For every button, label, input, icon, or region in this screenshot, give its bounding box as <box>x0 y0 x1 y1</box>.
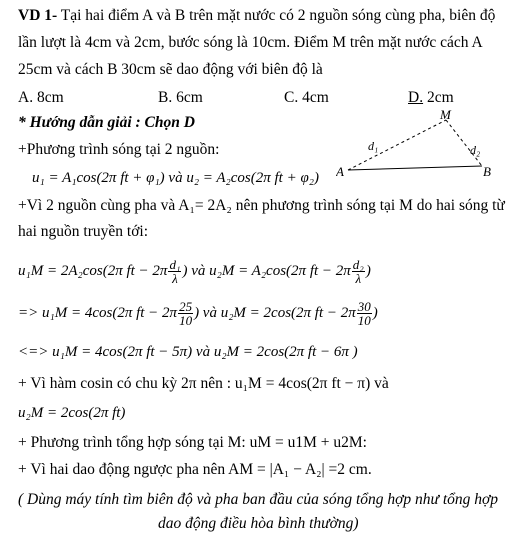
equation-u2m: u₂M = 2cos(2π ft) <box>18 405 126 421</box>
geometry-diagram <box>336 110 516 182</box>
equation-simplified: <=> u₁M = 4cos(2π ft − 5π) và u₂M = 2cos(2π ft − 6π ) <box>18 344 358 360</box>
solution-step-5: + Phương trình tổng hợp sóng tại M: uM = u1M + u2M: <box>18 434 367 451</box>
solution-header: * Hướng dẫn giải : Chọn D <box>18 114 195 131</box>
solution-step-1: +Phương trình sóng tại 2 nguồn: <box>18 141 220 158</box>
fraction-30-10: $\frac{30}{10}$ <box>357 299 371 328</box>
fraction-25-10: $\frac{25}{10}$ <box>179 299 193 328</box>
problem-line-2: lần lượt là 4cm và 2cm, bước sóng là 10cm. Điểm M trên mặt nước cách A <box>18 34 483 51</box>
option-d: D. 2cm <box>408 89 454 106</box>
solution-step-3: hai nguồn truyền tới: <box>18 223 149 240</box>
equation-waves-at-m: u₁M = 2A₂cos(2π ft − 2π $\frac{\text{d₁}}{\lambda}$ ) và u₂M = A₂cos(2π ft − 2π $\frac{\text{d₂}}{\lambda}$ ) <box>18 257 371 286</box>
problem-label: VD 1- <box>18 7 58 24</box>
fraction-d2-lambda: $\frac{\text{d₂}}{\lambda}$ <box>352 257 364 286</box>
problem-line-1 <box>18 6 495 26</box>
point-b-label: B <box>483 164 491 179</box>
option-a: A. 8cm <box>18 89 64 106</box>
distance-d1-label: d₁ <box>368 139 379 153</box>
option-b: B. 6cm <box>158 89 203 106</box>
point-m-label: M <box>440 110 451 122</box>
point-a-label: A <box>336 164 344 179</box>
problem-text-1: Tại hai điểm A và B trên mặt nước có 2 nguồn sóng cùng pha, biên độ <box>57 7 496 24</box>
note-line-2: dao động điều hòa bình thường) <box>158 515 359 532</box>
segment-am <box>348 120 446 170</box>
option-c: C. 4cm <box>284 89 329 106</box>
equation-sources: u₁ = A₁cos(2π ft + φ₁) và u₂ = A₂cos(2π ft + φ₂) <box>32 170 319 186</box>
segment-ab <box>348 166 482 170</box>
problem-line-3: 25cm và cách B 30cm sẽ dao động với biên độ là <box>18 61 323 78</box>
solution-step-6: + Vì hai dao động ngược pha nên AM = |A₁ − A₂| =2 cm. <box>18 461 372 478</box>
note-line-1: ( Dùng máy tính tìm biên độ và pha ban đầu của sóng tổng hợp như tổng hợp <box>18 491 499 508</box>
solution-step-4: + Vì hàm cosin có chu kỳ 2π nên : u₁M = 4cos(2π ft − π) và <box>18 375 389 392</box>
distance-d2-label: d₂ <box>470 143 481 157</box>
equation-substituted: => u₁M = 4cos(2π ft − 2π $\frac{25}{10}$ ) và u₂M = 2cos(2π ft − 2π $\frac{30}{10}$ ) <box>18 299 378 328</box>
solution-step-2: +Vì 2 nguồn cùng pha và A₁= 2A₂ nên phương trình sóng tại M do hai sóng từ <box>18 197 505 214</box>
fraction-d1-lambda: $\frac{\text{d₁}}{\lambda}$ <box>169 257 181 286</box>
